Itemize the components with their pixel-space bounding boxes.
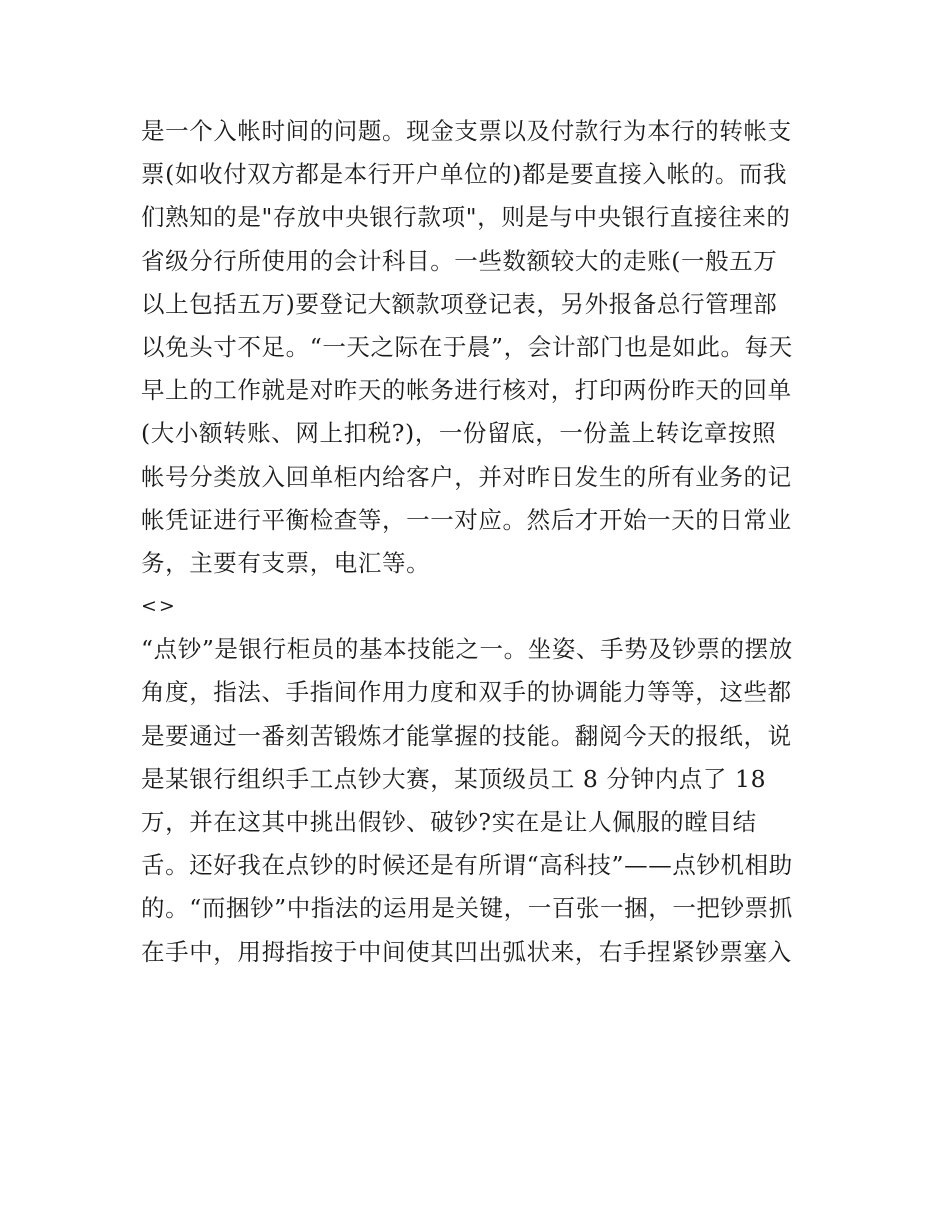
section-separator: <> [141, 595, 177, 618]
text-line: 票(如收付双方都是本行开户单位的)都是要直接入帐的。而我 [141, 160, 788, 189]
text-line: 以免头寸不足。“一天之际在于晨”，会计部门也是如此。每天 [141, 332, 793, 361]
text-line: 万，并在这其中挑出假钞、破钞?实在是让人佩服的瞠目结 [141, 808, 757, 836]
text-line: 是要通过一番刻苦锻炼才能掌握的技能。翻阅今天的报纸，说 [141, 721, 792, 750]
text-line: 以上包括五万)要登记大额款项登记表，另外报备总行管理部 [141, 289, 778, 318]
text-line: 省级分行所使用的会计科目。一些数额较大的走账(一般五万 [141, 246, 778, 275]
text-line: 是某银行组织手工点钞大赛，某顶级员工 8 分钟内点了 18 [141, 764, 767, 793]
text-line: 舌。还好我在点钞的时候还是有所谓“高科技”——点钞机相助 [141, 851, 793, 880]
paragraph-1 [141, 110, 821, 585]
document-body [141, 110, 821, 974]
text-line: 在手中，用拇指按于中间使其凹出弧状来，右手捏紧钞票塞入 [141, 937, 792, 966]
text-line: 角度，指法、手指间作用力度和双手的协调能力等等，这些都 [141, 678, 792, 707]
text-line: “点钞”是银行柜员的基本技能之一。坐姿、手势及钞票的摆放 [141, 635, 793, 664]
text-line: 们熟知的是"存放中央银行款项"，则是与中央银行直接往来的 [141, 203, 791, 232]
paragraph-2 [141, 628, 821, 974]
text-line: (大小额转账、网上扣税?)，一份留底，一份盖上转讫章按照 [141, 419, 777, 448]
text-line: 是一个入帐时间的问题。现金支票以及付款行为本行的转帐支 [141, 117, 792, 145]
text-line: 务，主要有支票，电汇等。 [141, 548, 431, 577]
text-line: 帐号分类放入回单柜内给客户，并对昨日发生的所有业务的记 [141, 462, 792, 491]
text-line: 早上的工作就是对昨天的帐务进行核对，打印两份昨天的回单 [141, 376, 792, 405]
text-line: 帐凭证进行平衡检查等，一一对应。然后才开始一天的日常业 [141, 505, 792, 534]
text-line: 的。“而捆钞”中指法的运用是关键，一百张一捆，一把钞票抓 [141, 894, 793, 923]
